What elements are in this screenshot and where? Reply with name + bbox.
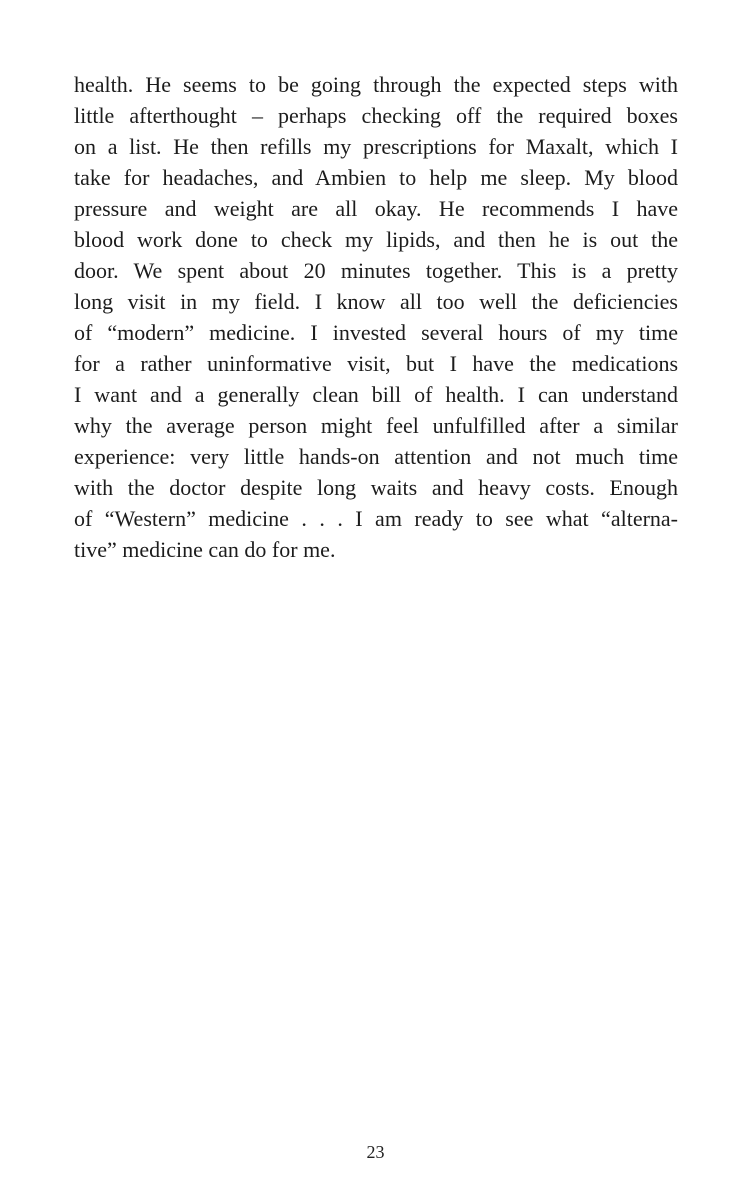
text-line: pressure and weight are all okay. He recommends I have [74,196,678,221]
text-line: take for headaches, and Ambien to help me sleep. My blood [74,165,678,190]
page-number: 23 [366,1142,385,1162]
text-line: door. We spent about 20 minutes together. This is a pretty [74,258,678,283]
text-line: why the average person might feel unfulfilled after a similar [74,413,678,438]
text-line: health. He seems to be going through the expected steps with [74,72,678,97]
text-line: I want and a generally clean bill of health. I can understand [74,382,678,407]
text-line: with the doctor despite long waits and heavy costs. Enough [74,475,678,500]
text-line: of “modern” medicine. I invested several hours of my time [74,320,678,345]
text-line: long visit in my field. I know all too well the deficiencies [74,289,678,314]
text-line: tive” medicine can do for me. [74,537,336,562]
text-line: little afterthought – perhaps checking off the required boxes [74,103,678,128]
text-line: of “Western” medicine . . . I am ready to see what “alterna- [74,506,678,531]
body-text [74,69,678,565]
text-line: blood work done to check my lipids, and then he is out the [74,227,678,252]
text-line: experience: very little hands-on attention and not much time [74,444,678,469]
text-line: on a list. He then refills my prescriptions for Maxalt, which I [74,134,678,159]
text-line: for a rather uninformative visit, but I have the medications [74,351,678,376]
